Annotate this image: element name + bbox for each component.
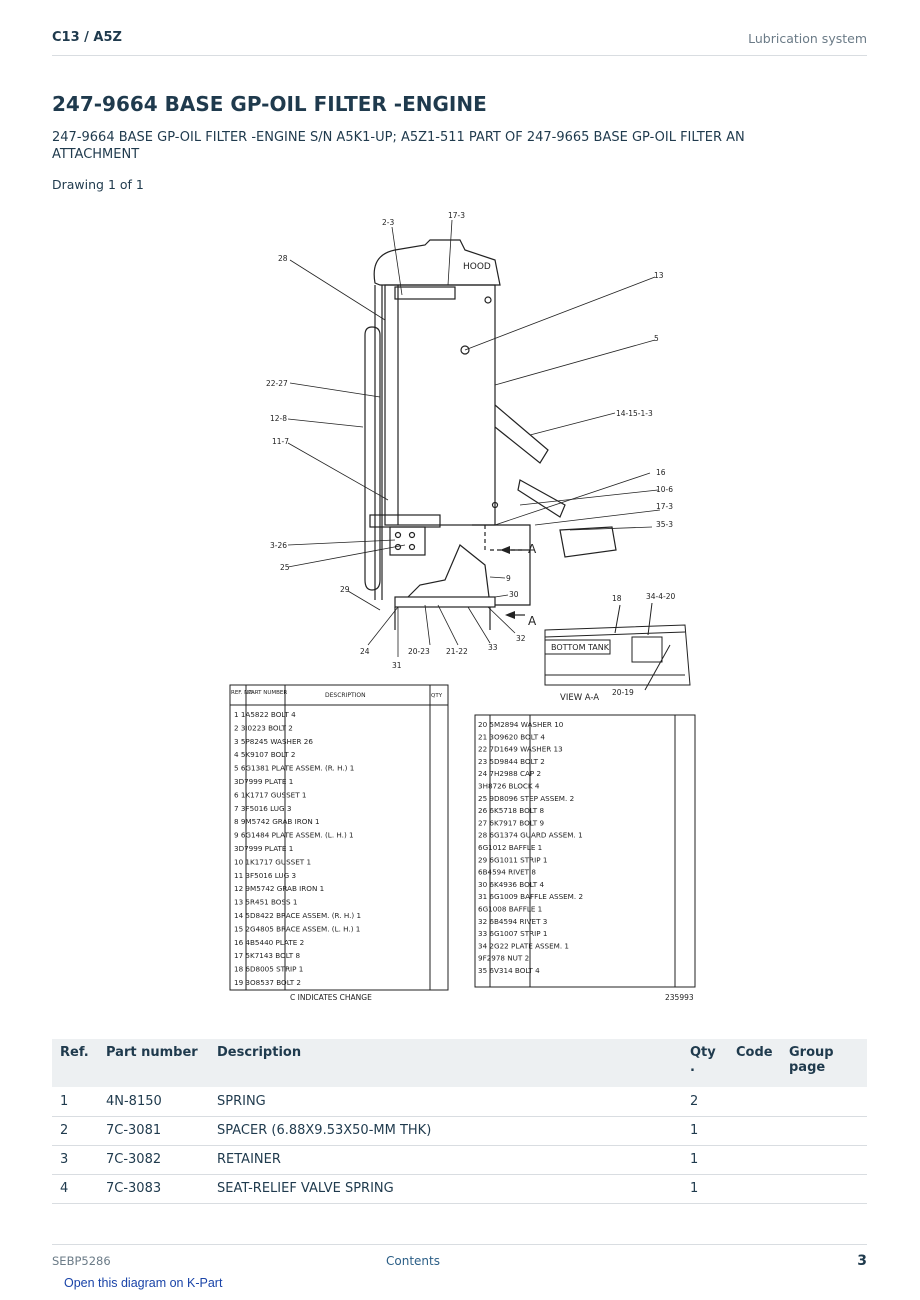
legend-row: 3 5P8245 WASHER 26	[234, 736, 313, 746]
legend-row: 11 3F5016 LUG 3	[234, 870, 297, 880]
legend-row: 3H8726 BLOCK 4	[478, 781, 540, 791]
col-description: Description	[209, 1039, 682, 1087]
legend-row: 24 7H2988 CAP 2	[478, 769, 542, 779]
cell-part-number: 4N-8150	[98, 1087, 209, 1116]
cell-qty: 1	[682, 1145, 728, 1174]
legend-header-part: PART NUMBER	[248, 690, 288, 696]
callout: 22-27	[266, 379, 288, 388]
callout: 34-4-20	[646, 592, 676, 601]
section-name: Lubrication system	[748, 31, 867, 46]
cell-description: SPACER (6.88X9.53X50-MM THK)	[209, 1116, 682, 1145]
section-marker: A	[528, 614, 537, 628]
col-code: Code	[728, 1039, 781, 1087]
col-part-number: Part number	[98, 1039, 209, 1087]
open-kpart-link[interactable]: Open this diagram on K-Part	[64, 1276, 223, 1290]
page-footer	[52, 1244, 867, 1274]
legend-row: 17 5K7143 BOLT 8	[234, 951, 301, 961]
legend-row: 16 4B5440 PLATE 2	[234, 937, 305, 947]
legend-row: 19 3O8537 BOLT 2	[234, 978, 301, 987]
callout: 28	[278, 254, 288, 263]
legend-row: 9 6G1484 PLATE ASSEM. (L. H.) 1	[234, 830, 354, 840]
callout: 12-8	[270, 414, 288, 423]
callout: 9	[506, 574, 511, 583]
legend-row: 14 5D8422 BRACE ASSEM. (R. H.) 1	[234, 911, 362, 920]
legend-row: 7 3F5016 LUG 3	[234, 803, 292, 813]
legend-row: 8 9M5742 GRAB IRON 1	[234, 817, 320, 827]
callout: 24	[360, 647, 370, 656]
parts-diagram[interactable]	[220, 205, 710, 1010]
callout: 14-15-1-3	[616, 409, 653, 418]
legend-row: 18 6D8005 STRIP 1	[234, 964, 304, 974]
cell-code	[728, 1174, 781, 1203]
table-row	[52, 1145, 867, 1174]
cell-description: SEAT-RELIEF VALVE SPRING	[209, 1174, 682, 1203]
callout: 33	[488, 643, 498, 652]
callout: 2-3	[382, 218, 395, 227]
cell-part-number: 7C-3083	[98, 1174, 209, 1203]
legend-row: 2 3I0223 BOLT 2	[234, 723, 293, 733]
callout: 20-19	[612, 688, 634, 697]
page-subtitle: 247-9664 BASE GP-OIL FILTER -ENGINE S/N A5K1-UP; A5Z1-511 PART OF 247-9665 BASE GP-OIL FILTER AN ATTACHMENT	[52, 130, 745, 162]
cell-group-page	[781, 1174, 867, 1203]
legend-row: 27 6K7917 BOLT 9	[478, 818, 545, 828]
col-qty: Qty .	[682, 1039, 728, 1087]
view-label: VIEW A-A	[560, 693, 600, 703]
cell-code	[728, 1145, 781, 1174]
bottom-tank-label: BOTTOM TANK	[551, 643, 609, 652]
legend-row: 6B4594 RIVET 8	[478, 867, 536, 877]
parts-table	[52, 1039, 867, 1204]
col-group-page: Group page	[781, 1039, 867, 1087]
col-ref: Ref.	[52, 1039, 98, 1087]
cell-description: RETAINER	[209, 1145, 682, 1174]
table-row	[52, 1087, 867, 1116]
hood-label: HOOD	[463, 262, 491, 272]
table-row	[52, 1174, 867, 1203]
cell-qty: 2	[682, 1087, 728, 1116]
legend-row: 28 6G1374 GUARD ASSEM. 1	[478, 830, 583, 840]
legend-row: 25 9D8096 STEP ASSEM. 2	[478, 793, 575, 803]
legend-row: 21 3O9620 BOLT 4	[478, 732, 545, 742]
legend-header-desc: DESCRIPTION	[325, 692, 366, 699]
callout: 13	[654, 271, 664, 280]
legend-row: 6 1K1717 GUSSET 1	[234, 790, 307, 800]
callout: 5	[654, 334, 659, 343]
page-number: 3	[857, 1253, 867, 1269]
callout: 10-6	[656, 485, 674, 494]
change-note: C INDICATES CHANGE	[290, 993, 372, 1002]
cell-part-number: 7C-3082	[98, 1145, 209, 1174]
legend-row: 15 2G4805 BRACE ASSEM. (L. H.) 1	[234, 924, 361, 934]
legend-row: 6G1008 BAFFLE 1	[478, 904, 543, 914]
legend-row: 5 6G1381 PLATE ASSEM. (R. H.) 1	[234, 763, 355, 773]
legend-header-ref: REF. NO.	[231, 690, 255, 696]
cell-part-number: 7C-3081	[98, 1116, 209, 1145]
contents-link[interactable]: Contents	[386, 1254, 440, 1268]
callout: 29	[340, 585, 350, 594]
callout: 16	[656, 468, 666, 477]
legend-row: 26 6K5718 BOLT 8	[478, 806, 545, 816]
callout: 25	[280, 563, 290, 572]
legend-row: 33 6G1007 STRIP 1	[478, 929, 548, 939]
table-header-row	[52, 1039, 867, 1087]
page-header	[52, 28, 867, 56]
legend-row: 23 5D9844 BOLT 2	[478, 756, 545, 766]
model-breadcrumb: C13 / A5Z	[52, 30, 122, 45]
callout: 11-7	[272, 437, 290, 446]
legend-row: 20 5M2894 WASHER 10	[478, 720, 564, 729]
cell-ref: 1	[52, 1087, 98, 1116]
callout: 20-23	[408, 647, 430, 656]
legend-row: 13 5R451 BOSS 1	[234, 897, 298, 907]
section-marker: A	[528, 542, 537, 556]
cell-ref: 2	[52, 1116, 98, 1145]
legend-row: 6G1012 BAFFLE 1	[478, 843, 543, 852]
legend-row: 30 6K4936 BOLT 4	[478, 879, 545, 889]
callout: 17-3	[448, 211, 466, 220]
cell-group-page	[781, 1116, 867, 1145]
drawing-label: Drawing 1 of 1	[52, 177, 144, 192]
cell-qty: 1	[682, 1174, 728, 1203]
legend-row: 10 1K1717 GUSSET 1	[234, 857, 312, 867]
legend-row: 29 6G1011 STRIP 1	[478, 855, 548, 865]
legend-row: 34 2G22 PLATE ASSEM. 1	[478, 941, 570, 951]
cell-group-page	[781, 1087, 867, 1116]
legend-row: 3D7999 PLATE 1	[234, 844, 294, 853]
callout: 18	[612, 594, 622, 603]
callout: 3-26	[270, 541, 288, 550]
legend-row: 3D7999 PLATE 1	[234, 777, 294, 786]
legend-row: 9F2978 NUT 2	[478, 953, 530, 963]
callout: 35-3	[656, 520, 674, 529]
legend-row: 32 6B4594 RIVET 3	[478, 916, 548, 926]
legend-row: 31 6G1009 BAFFLE ASSEM. 2	[478, 892, 584, 902]
table-row	[52, 1116, 867, 1145]
cell-code	[728, 1087, 781, 1116]
page-title: 247-9664 BASE GP-OIL FILTER -ENGINE	[52, 92, 487, 116]
legend-row: 1 1A5822 BOLT 4	[234, 710, 296, 719]
cell-code	[728, 1116, 781, 1145]
callout: 31	[392, 661, 402, 670]
legend-row: 22 7D1649 WASHER 13	[478, 744, 563, 754]
document-id: SEBP5286	[52, 1254, 111, 1268]
cell-description: SPRING	[209, 1087, 682, 1116]
callout: 30	[509, 590, 519, 599]
drawing-number: 235993	[665, 993, 694, 1002]
callout: 32	[516, 634, 526, 643]
cell-ref: 3	[52, 1145, 98, 1174]
callout: 17-3	[656, 502, 674, 511]
cell-group-page	[781, 1145, 867, 1174]
cell-qty: 1	[682, 1116, 728, 1145]
legend-row: 4 5K9107 BOLT 2	[234, 750, 296, 760]
parts-diagram-svg	[220, 205, 710, 1010]
legend-row: 35 6V314 BOLT 4	[478, 966, 540, 975]
legend-row: 12 9M5742 GRAB IRON 1	[234, 884, 325, 894]
cell-ref: 4	[52, 1174, 98, 1203]
callout: 21-22	[446, 647, 468, 656]
legend-header-qty: QTY	[431, 693, 443, 699]
